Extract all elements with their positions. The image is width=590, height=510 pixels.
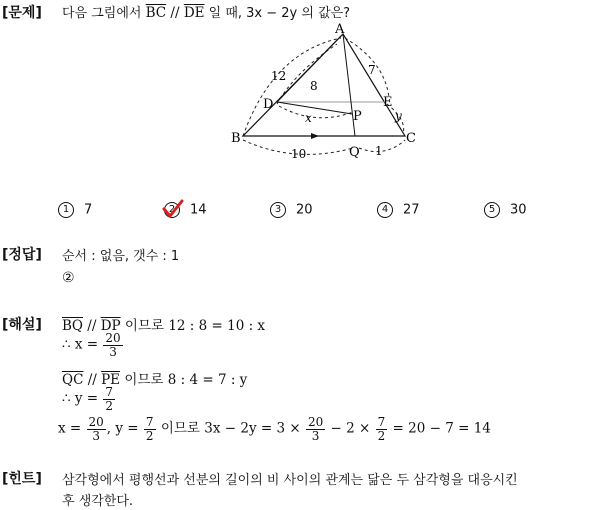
- fraction-2: [144, 416, 156, 442]
- segment-dp: $\overline{DP}$: [100, 318, 121, 334]
- solution-l2-pre: ∴ x =: [62, 336, 103, 353]
- point-d: D: [263, 97, 274, 112]
- choice-5[interactable]: [484, 202, 527, 218]
- segment-dp-line: [277, 102, 352, 114]
- question-post: 일 때, 3x − 2y 의 값은?: [204, 6, 351, 21]
- frac-den: 3: [109, 344, 117, 359]
- parallel-symbol-1: //: [83, 318, 101, 334]
- answer-value: ②: [62, 270, 75, 286]
- point-p: P: [353, 109, 362, 124]
- choice-number-3: 3: [270, 202, 286, 218]
- label-ae: 7: [368, 63, 376, 77]
- solution-l1-rest: 이므로 12 : 8 = 10 : x: [120, 318, 266, 334]
- frac-num: 20: [88, 415, 104, 429]
- fraction-x: [103, 332, 122, 358]
- choice-number-2: 2: [164, 202, 180, 218]
- solution-l5-a: x =: [58, 420, 86, 437]
- fraction-y: [103, 386, 115, 412]
- point-a: A: [335, 22, 345, 37]
- solution-l4-pre: ∴ y =: [62, 390, 103, 407]
- segment-pe: $\overline{PE}$: [101, 372, 121, 388]
- segment-bq: $\overline{BQ}$: [62, 318, 83, 334]
- choice-2[interactable]: [164, 202, 207, 218]
- choice-number-4: 4: [377, 202, 393, 218]
- segment-qc: $\overline{QC}$: [62, 372, 84, 388]
- parallel-symbol-2: //: [83, 372, 102, 388]
- frac-num: 20: [105, 331, 121, 345]
- parallel-symbol: //: [166, 5, 184, 21]
- choice-value-2: 14: [190, 202, 207, 218]
- triangle-figure: [225, 22, 425, 162]
- frac-num: 7: [105, 385, 114, 399]
- hint-line-1: 삼각형에서 평행선과 선분의 길이의 비 사이의 관계는 닮은 두 삼각형을 대응시킨: [62, 473, 518, 488]
- frac-num: 20: [307, 415, 324, 429]
- segment-bc: $\overline{BC}$: [145, 5, 167, 21]
- fraction-3: [306, 416, 325, 442]
- frac-num: 7: [377, 415, 386, 429]
- choice-1[interactable]: [58, 202, 92, 218]
- frac-den: 3: [92, 428, 100, 443]
- frac-num: 7: [145, 415, 154, 429]
- checkmark-icon: [162, 199, 184, 219]
- arrow-bc: [311, 133, 319, 139]
- frac-den: 3: [311, 428, 320, 443]
- solution-l3-rest: 이므로 8 : 4 = 7 : y: [120, 372, 248, 388]
- label-x: x: [305, 111, 312, 125]
- point-c: C: [406, 131, 416, 146]
- choice-number-1: 1: [58, 202, 74, 218]
- hint-label: [힌트]: [2, 471, 42, 487]
- label-ad: 12: [271, 69, 287, 83]
- solution-label: [해설]: [2, 317, 42, 333]
- solution-l5-c: 이므로 3x − 2y = 3 ×: [156, 420, 305, 437]
- hint-line-2: 후 생각한다.: [62, 494, 134, 509]
- choice-value-4: 27: [403, 202, 420, 218]
- label-qc: 1: [375, 144, 383, 158]
- solution-line-1: [62, 314, 265, 334]
- solution-line-2: [62, 332, 124, 358]
- solution-l5-b: , y =: [106, 420, 143, 437]
- choice-value-3: 20: [296, 202, 313, 218]
- solution-line-3: [62, 368, 247, 388]
- fraction-4: [376, 416, 388, 442]
- solution-l5-d: − 2 ×: [326, 420, 375, 437]
- frac-den: 2: [377, 428, 386, 443]
- point-e: E: [383, 95, 393, 110]
- point-b: B: [231, 131, 241, 146]
- fraction-1: [87, 416, 106, 442]
- question-pre: 다음 그림에서: [62, 6, 146, 21]
- problem-label: [문제]: [2, 5, 42, 21]
- label-dp: 8: [310, 79, 318, 93]
- solution-line-5: [58, 416, 491, 442]
- label-bq: 10: [291, 147, 307, 161]
- answer-label: [정답]: [2, 247, 42, 263]
- solution-line-4: [62, 386, 116, 412]
- choice-value-1: 7: [84, 202, 93, 218]
- solution-l5-e: = 20 − 7 = 14: [388, 420, 491, 437]
- problem-question: [62, 2, 350, 21]
- choice-3[interactable]: [270, 202, 313, 218]
- point-q: Q: [349, 145, 360, 160]
- frac-den: 2: [105, 398, 114, 413]
- answer-meta: 순서 : 없음, 갯수 : 1: [62, 249, 180, 264]
- frac-den: 2: [145, 428, 154, 443]
- choice-4[interactable]: [377, 202, 420, 218]
- choice-number-5: 5: [484, 202, 500, 218]
- segment-de: $\overline{DE}$: [183, 5, 205, 21]
- label-y: y: [395, 109, 402, 123]
- choice-value-5: 30: [510, 202, 527, 218]
- triangle-abc: [243, 34, 405, 136]
